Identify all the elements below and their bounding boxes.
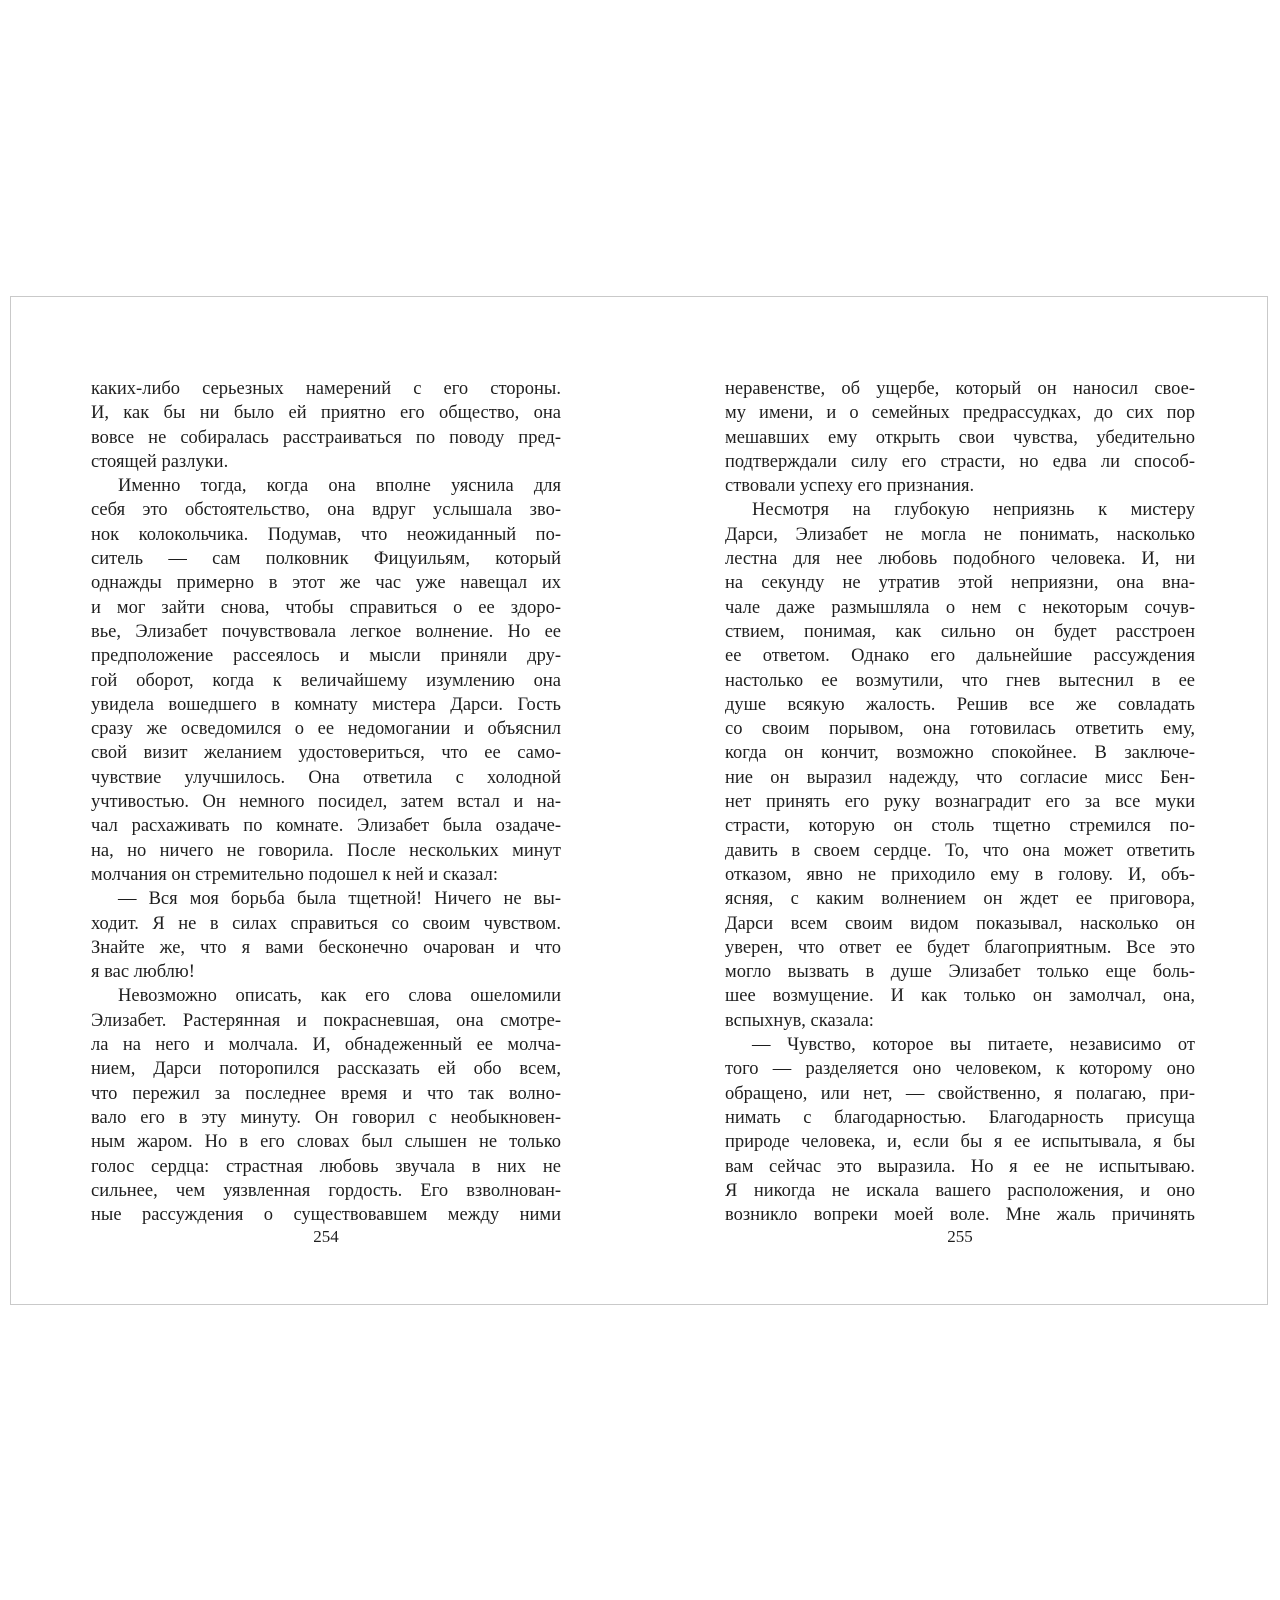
text-line: Элизабет. Растерянная и покрасневшая, она смотре- <box>91 1010 561 1031</box>
text-line: когда он кончит, возможно спокойнее. В заключе- <box>725 743 1195 764</box>
text-line: чувствие улучшилось. Она ответила с холодной <box>91 767 561 788</box>
text-line: ствовали успеху его признания. <box>725 476 975 497</box>
text-line: шее возмущение. И как только он замолчал, она, <box>725 986 1195 1007</box>
text-line: себя это обстоятельство, она вдруг услышала зво- <box>91 500 561 521</box>
text-line: — Вся моя борьба была тщетной! Ничего не вы- <box>118 889 561 910</box>
text-line: однажды примерно в этот же час уже навещал их <box>91 573 561 594</box>
text-line: — Чувство, которое вы питаете, независимо от <box>752 1035 1195 1056</box>
text-line: мешавших ему открыть свои чувства, убедительно <box>725 427 1195 448</box>
book-spread <box>10 296 1268 1305</box>
text-line: И, как бы ни было ей приятно его общество, она <box>91 403 561 424</box>
text-line: нок колокольчика. Подумав, что неожиданный по- <box>91 524 561 545</box>
text-line: природе человека, и, если бы я ее испытывала, я бы <box>725 1132 1195 1153</box>
text-line: каких-либо серьезных намерений с его стороны. <box>91 379 561 399</box>
text-line: обращено, или нет, — свойственно, я полагаю, при- <box>725 1083 1195 1104</box>
text-line: нет принять его руку вознаградит его за все муки <box>725 792 1195 813</box>
text-line: ные рассуждения о существовавшем между ними <box>91 1205 561 1226</box>
text-line: вовсе не собиралась расстраиваться по поводу пред- <box>91 427 561 448</box>
text-line: вам сейчас это выразила. Но я ее не испытываю. <box>725 1156 1195 1177</box>
text-line: отказом, явно не приходило ему в голову. И, объ- <box>725 864 1195 885</box>
text-line: гой оборот, когда к величайшему изумлению она <box>91 670 561 691</box>
text-line: страсти, которую он столь тщетно стремился по- <box>725 816 1195 837</box>
text-line: ее ответом. Однако его дальнейшие рассуждения <box>725 646 1195 667</box>
text-line: свой визит желанием удостовериться, что ее само- <box>91 743 561 764</box>
text-line: ным жаром. Но в его словах был слышен не только <box>91 1132 561 1153</box>
text-line: нимать с благодарностью. Благодарность присуща <box>725 1107 1195 1128</box>
text-line: вало его в эту минуту. Он говорил с необыкновен- <box>91 1107 561 1128</box>
text-line: му имени, и о семейных предрассудках, до сих пор <box>725 403 1195 424</box>
text-line: Я никогда не искала вашего расположения, и оно <box>725 1180 1195 1201</box>
text-line: лестна для нее любовь подобного человека. И, ни <box>725 549 1195 570</box>
text-line: вье, Элизабет почувствовала легкое волнение. Но ее <box>91 621 561 642</box>
right-page <box>725 377 1195 1227</box>
text-line: что пережил за последнее время и что так волно- <box>91 1083 561 1104</box>
text-line: учтивостью. Он немного посидел, затем встал и на- <box>91 792 561 813</box>
text-line: ла на него и молчала. И, обнадеженный ее молча- <box>91 1035 561 1056</box>
text-line: неравенстве, об ущербе, который он наносил свое- <box>725 379 1195 399</box>
text-line: ствием, понимая, как сильно он будет расстроен <box>725 621 1195 642</box>
text-line: на секунду не утратив этой неприязни, она вна- <box>725 573 1195 594</box>
text-line: могло вызвать в душе Элизабет только еще боль- <box>725 962 1195 983</box>
text-line: увидела вошедшего в комнату мистера Дарси. Гость <box>91 694 561 715</box>
page-number-left: 254 <box>313 1227 339 1246</box>
text-line: Дарси всем своим видом показывал, насколько он <box>725 913 1195 934</box>
text-line: сильнее, чем уязвленная гордость. Его взволнован- <box>91 1180 561 1201</box>
text-line: ситель — сам полковник Фицуильям, который <box>91 549 561 570</box>
text-line: настолько ее возмутили, что гнев вытеснил в ее <box>725 670 1195 691</box>
text-line: и мог зайти снова, чтобы справиться о ее здоро- <box>91 597 561 618</box>
text-line: я вас люблю! <box>91 962 195 983</box>
text-line: того — разделяется оно человеком, к которому оно <box>725 1059 1195 1080</box>
text-line: подтверждали силу его страсти, но едва ли способ- <box>725 451 1195 472</box>
text-line: ходит. Я не в силах справиться со своим чувством. <box>91 913 561 934</box>
text-line: Знайте же, что я вами бесконечно очарован и что <box>91 937 561 958</box>
text-line: Именно тогда, когда она вполне уяснила для <box>118 476 561 497</box>
text-line: Невозможно описать, как его слова ошеломили <box>118 986 561 1007</box>
text-line: предположение рассеялось и мысли приняли дру- <box>91 646 561 667</box>
text-line: чал расхаживать по комнате. Элизабет была озадаче- <box>91 816 561 837</box>
text-line: душе всякую жалость. Решив все же совладать <box>725 694 1195 715</box>
text-line: нием, Дарси поторопился рассказать ей обо всем, <box>91 1059 561 1080</box>
text-line: возникло вопреки моей воле. Мне жаль причинять <box>725 1205 1195 1226</box>
text-line: на, но ничего не говорила. После нескольких минут <box>91 840 561 861</box>
text-line: голос сердца: страстная любовь звучала в них не <box>91 1156 561 1177</box>
text-line: уверен, что ответ ее будет благоприятным. Все это <box>725 937 1195 958</box>
text-line: Несмотря на глубокую неприязнь к мистеру <box>752 500 1195 521</box>
text-line: чале даже размышляла о нем с некоторым сочув- <box>725 597 1195 618</box>
left-page <box>91 377 561 1227</box>
text-line: ние он выразил надежду, что согласие мисс Бен- <box>725 767 1195 788</box>
text-line: сразу же осведомился о ее недомогании и объяснил <box>91 719 561 740</box>
text-line: вспыхнув, сказала: <box>725 1010 874 1031</box>
text-line: Дарси, Элизабет не могла не понимать, насколько <box>725 524 1195 545</box>
text-line: стоящей разлуки. <box>91 451 229 472</box>
text-line: ясняя, с каким волнением он ждет ее приговора, <box>725 889 1195 910</box>
text-line: со своим порывом, она готовилась ответить ему, <box>725 719 1195 740</box>
page-number-right: 255 <box>947 1227 973 1246</box>
text-line: давить в своем сердце. То, что она может ответить <box>725 840 1195 861</box>
text-line: молчания он стремительно подошел к ней и сказал: <box>91 864 499 885</box>
